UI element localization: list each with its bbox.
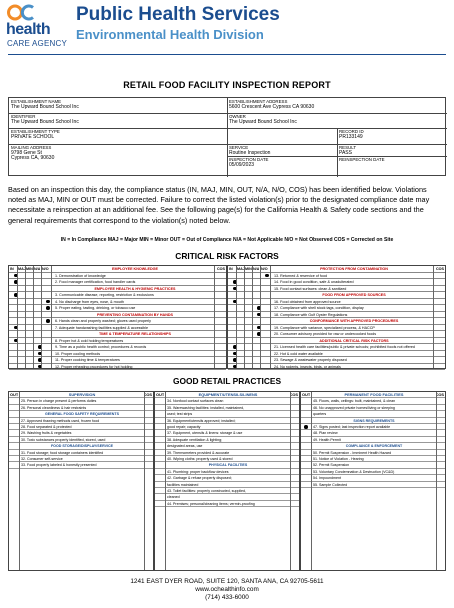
risk-item-label: 20. Consumer advisory provided for raw or undercooked foods — [274, 332, 377, 336]
footer-address: 1241 EAST DYER ROAD, SUITE 120, SANTA ANA, CA 92705-5611 — [130, 578, 324, 585]
establishment-info-grid — [8, 97, 446, 176]
good-item-label: 34. Nonfood contact surfaces clean — [167, 399, 224, 404]
page-title: Public Health Services — [76, 4, 280, 25]
good-row — [9, 462, 153, 468]
good-column-divider — [144, 392, 145, 570]
risk-col-in-label: IN — [229, 267, 233, 271]
risk-item-label: 17. Compliance with shell stock tags, condition, display — [274, 306, 364, 310]
good-item-label: 26. Personal cleanliness & hair restraints — [21, 405, 87, 410]
good-item-label: 53. Voluntary Condemnation & Destruction (VC&D) — [313, 469, 395, 474]
oc-logo-icon — [7, 4, 35, 21]
good-item-label: 39. Thermometers provided & accurate — [167, 450, 230, 455]
risk-item-label: 6. Hands clean and properly washed; gloves used properly — [55, 319, 151, 323]
risk-status-mark-no — [46, 319, 50, 323]
risk-table-right — [227, 265, 446, 369]
risk-subsection-label: FOOD FROM APPROVED SOURCES — [322, 293, 386, 297]
est-service-cell: SERVICE Routine Inspection — [227, 145, 337, 156]
good-item-label: designated areas, use — [167, 444, 203, 449]
risk-subsection-label: CONFORMANCE WITH APPROVED PROCEDURES — [309, 319, 399, 323]
good-col-out-label: OUT — [156, 392, 165, 397]
est-result: PASS — [339, 149, 352, 156]
risk-item-label: 15. Food contact surfaces: clean & sanitized — [274, 286, 347, 291]
risk-item-label: 24. No rodents, insects, birds, or animals — [274, 364, 341, 369]
risk-col-na-label: N/A — [34, 267, 41, 271]
risk-column-divider — [433, 266, 434, 368]
good-section-label: COMPLIANCE & ENFORCEMENT — [345, 444, 403, 449]
risk-status-mark-no — [265, 274, 269, 278]
risk-col-min-label: MIN — [26, 267, 33, 271]
risk-item-label: 9. Time as a public health control; procedures & records — [55, 345, 147, 349]
risk-item-label: 4. No discharge from eyes, nose, & mouth — [55, 299, 124, 304]
risk-col-in-label: IN — [10, 267, 14, 271]
good-column-divider — [290, 392, 291, 570]
good-item-label: 32. Consumer self-service — [21, 457, 63, 461]
good-retail-column-2 — [154, 391, 300, 571]
risk-col-maj-label: MAJ — [18, 267, 26, 271]
risk-column-divider — [244, 266, 245, 368]
risk-column-divider — [17, 266, 18, 368]
good-out-mark — [304, 425, 308, 429]
good-section-label: FOOD STORAGE/DISPLAY/SERVICE — [50, 444, 114, 449]
good-item-label: 27. Approved thawing methods used, frozen food — [21, 418, 100, 423]
risk-item-label: 8. Proper hot & cold holding temperatures — [55, 338, 124, 343]
est-date-cell: INSPECTION DATE 05/09/2023 — [227, 157, 337, 168]
footer-website: www.ochealthinfo.com — [195, 586, 259, 593]
risk-item-label: 12. Proper reheating procedures for hot holding — [55, 364, 133, 369]
good-item-label: 47. Signs posted; last inspection report available — [313, 425, 391, 429]
risk-subsection-label: ADDITIONAL CRITICAL RISK FACTORS — [319, 338, 389, 343]
good-col-out-label: OUT — [10, 392, 19, 397]
good-item-label: 43. Toilet facilities: properly constructed, supplied, — [167, 489, 247, 493]
est-type: PRIVATE SCHOOL — [11, 133, 55, 140]
risk-column-divider — [270, 266, 271, 368]
risk-item-label: 21. Licensed health care facilities/public & private schools; prohibited foods not offered — [274, 345, 415, 349]
status-legend: IN = In Compliance MAJ = Major MIN = Minor OUT = Out of Compliance N/A = Not Applicable N/O = Not Observed COS = Corrected on Site — [60, 237, 394, 243]
good-item-label: 40. Wiping cloths: properly used & stored — [167, 457, 233, 461]
risk-item-label: 16. Food obtained from approved source — [274, 299, 341, 304]
good-column-divider — [311, 392, 312, 570]
est-service: Routine Inspection — [229, 149, 271, 156]
good-item-label: 49. Health Permit — [313, 437, 341, 442]
est-identifier: The Upward Bound School Inc — [11, 118, 79, 125]
risk-column-divider — [25, 266, 26, 368]
est-record-cell: RECORD ID PR133149 — [337, 129, 447, 140]
good-row — [301, 482, 445, 488]
good-item-label: facilities maintained — [167, 482, 199, 487]
good-item-label: 42. Garbage & refuse properly disposed; — [167, 476, 232, 481]
risk-item-label: 23. Sewage & wastewater properly disposed — [274, 358, 347, 362]
good-section-label: SUPERVISION — [68, 392, 96, 397]
risk-item-label: 10. Proper cooling methods — [55, 351, 101, 356]
header-divider — [8, 54, 446, 55]
good-retail-column-1 — [8, 391, 154, 571]
risk-col-no-label: N/O — [42, 267, 49, 271]
risk-col-cos-label: COS — [436, 267, 444, 271]
good-item-label: 55. Sample Collected — [313, 482, 348, 487]
risk-col-na-label: N/A — [253, 267, 260, 271]
good-row — [155, 501, 299, 507]
good-col-cos-label: COS — [143, 392, 152, 397]
risk-col-no-label: N/O — [261, 267, 268, 271]
good-item-label: 51. Notice of Violation - Hearing — [313, 457, 364, 461]
good-item-label: used; test strips — [167, 412, 193, 417]
est-type-cell: ESTABLISHMENT TYPE PRIVATE SCHOOL — [9, 129, 227, 140]
good-item-label: 37. Equipment, utensils & linens: storage & use — [167, 431, 243, 436]
risk-item-label: 7. Adequate handwashing facilities supplied & accessible — [55, 325, 149, 330]
risk-item-label: 13. Returned & reservice of food — [274, 273, 328, 278]
est-mailing-line1: 9798 Gene St — [11, 149, 42, 156]
good-item-label: 30. Toxic substances properly identified, stored, used — [21, 437, 106, 442]
good-item-label: good repair; capacity — [167, 425, 201, 429]
logo-agency-text: CARE AGENCY — [7, 39, 67, 48]
good-item-label: 25. Person in charge present & performs duties — [21, 399, 97, 404]
good-item-label: 31. Food storage; food storage containers identified — [21, 450, 104, 455]
risk-item-label: 11. Proper cooking time & temperatures — [55, 358, 120, 362]
est-result-cell: RESULT PASS — [337, 145, 447, 156]
good-item-label: 44. Premises; personal/cleaning items; vermin-proofing — [167, 501, 255, 506]
est-owner: The Upward Bound School Inc — [229, 118, 297, 125]
good-section-label: EQUIPMENT/UTENSILS/LINENS — [198, 392, 258, 397]
good-item-label: 54. Impoundment — [313, 476, 341, 481]
good-section-label: GENERAL FOOD SAFETY REQUIREMENTS — [45, 412, 119, 417]
risk-subsection-label: TIME & TEMPERATURE RELATIONSHIPS — [99, 332, 171, 336]
good-column-divider — [165, 392, 166, 570]
risk-col-maj-label: MAJ — [237, 267, 245, 271]
risk-column-divider — [214, 266, 215, 368]
risk-item-label: 2. Food manager certification, food handler cards — [55, 280, 136, 284]
risk-item-label: 18. Compliance with Gulf Oyster Regulations — [274, 312, 348, 317]
est-mailing-cell: MAILING ADDRESS 9798 Gene St Cypress CA, 90630 — [9, 145, 227, 162]
est-record: PR133149 — [339, 133, 363, 140]
good-col-out-label: OUT — [302, 392, 311, 397]
good-item-label: 52. Permit Suspension — [313, 463, 350, 468]
risk-section-header: EMPLOYEE KNOWLEDGE — [112, 267, 158, 271]
risk-column-divider — [252, 266, 253, 368]
good-item-label: 35. Warewashing facilities: installed, maintained, — [167, 405, 245, 410]
est-name-cell: ESTABLISHMENT NAME The Upward Bound School Inc — [9, 99, 227, 110]
good-column-divider — [19, 392, 20, 570]
risk-item-label: 3. Communicable disease, reporting, restriction & exclusions — [55, 293, 154, 297]
compliance-paragraph: Based on an inspection this day, the compliance status (IN, MAJ, MIN, OUT, N/A, N/O, COS) has been identified below. Violations noted as MAJ, MIN or OUT must be corrected. Failure to correct the listed violation(s) prior to the designated compliance date may necessitate a reinspection at an additional fee. See the following page(s) for the California Health & Safety code sections and the general requirements that correspond to the violation(s) noted below. — [8, 185, 430, 225]
good-item-label: 38. Adequate ventilation & lighting; — [167, 437, 223, 442]
risk-column-divider — [33, 266, 34, 368]
est-address: 5600 Crescent Ave Cypress CA 90630 — [229, 103, 315, 110]
good-section-label: PERMANENT FOOD FACILITIES — [344, 392, 404, 397]
critical-risk-title: CRITICAL RISK FACTORS — [175, 251, 279, 261]
risk-table-left — [8, 265, 227, 369]
good-section-label: SIGNS REQUIREMENTS — [353, 418, 395, 423]
est-owner-cell: OWNER The Upward Bound School Inc — [227, 114, 447, 125]
good-item-label: cleaned — [167, 495, 180, 500]
good-item-label: 48. Plan review — [313, 431, 338, 436]
good-retail-title: GOOD RETAIL PRACTICES — [172, 376, 282, 386]
risk-item-label: 19. Compliance with variance, specialized process, & HACCP — [274, 325, 375, 330]
est-address-cell: ESTABLISHMENT ADDRESS 5600 Crescent Ave Cypress CA 90630 — [227, 99, 447, 110]
risk-item-label: 1. Demonstration of knowledge — [55, 273, 106, 278]
risk-subsection-label: EMPLOYEE HEALTH & HYGIENIC PRACTICES — [94, 286, 176, 291]
risk-column-divider — [260, 266, 261, 368]
risk-col-min-label: MIN — [245, 267, 252, 271]
est-reinspection-cell: REINSPECTION DATE — [339, 157, 385, 162]
risk-item-label: 14. Food in good condition, safe & unadulterated — [274, 280, 354, 284]
risk-column-divider — [236, 266, 237, 368]
est-name: The Upward Bound School Inc — [11, 103, 79, 110]
good-retail-column-3 — [300, 391, 446, 571]
good-item-label: 29. Washing fruits & vegetables — [21, 431, 72, 436]
risk-column-divider — [41, 266, 42, 368]
good-item-label: 41. Plumbing: proper backflow devices — [167, 469, 229, 474]
good-item-label: 50. Permit Suspension - Imminent Health Hazard — [313, 450, 392, 455]
risk-item-label: 5. Proper eating, tasting, drinking, or tobacco use — [55, 306, 136, 310]
est-date: 05/09/2023 — [229, 161, 255, 168]
logo-wordmark: health — [6, 21, 51, 38]
good-col-cos-label: COS — [435, 392, 444, 397]
risk-col-cos-label: COS — [217, 267, 225, 271]
page-subtitle: Environmental Health Division — [76, 27, 264, 42]
good-item-label: 28. Food separated & protected — [21, 425, 72, 429]
est-identifier-cell: IDENTIFIER The Upward Bound School Inc — [9, 114, 227, 125]
est-mailing-line2: Cypress CA, 90630 — [11, 155, 55, 162]
risk-column-divider — [51, 266, 52, 368]
report-title: RETAIL FOOD FACILITY INSPECTION REPORT — [123, 80, 331, 90]
risk-item-label: 22. Hot & cold water available — [274, 351, 323, 356]
good-item-label: 45. Floors, walls, ceilings: built, maintained, & clean — [313, 399, 396, 404]
footer-phone: (714) 433-6000 — [205, 594, 249, 601]
good-col-cos-label: COS — [289, 392, 298, 397]
good-column-divider — [436, 392, 437, 570]
risk-subsection-label: PREVENTING CONTAMINATION BY HANDS — [96, 312, 173, 317]
good-item-label: 46. No unapproved private homes/living or sleeping — [313, 405, 395, 410]
risk-section-header: PROTECTION FROM CONTAMINATION — [320, 267, 388, 271]
good-item-label: 33. Food properly labeled & honestly presented — [21, 463, 97, 468]
good-item-label: 36. Equipment/utensils approved; installed; — [167, 418, 236, 423]
good-item-label: quarters — [313, 412, 327, 417]
risk-status-mark-no — [46, 300, 50, 304]
risk-status-mark-no — [46, 306, 50, 310]
good-section-label: PHYSICAL FACILITIES — [208, 463, 248, 468]
